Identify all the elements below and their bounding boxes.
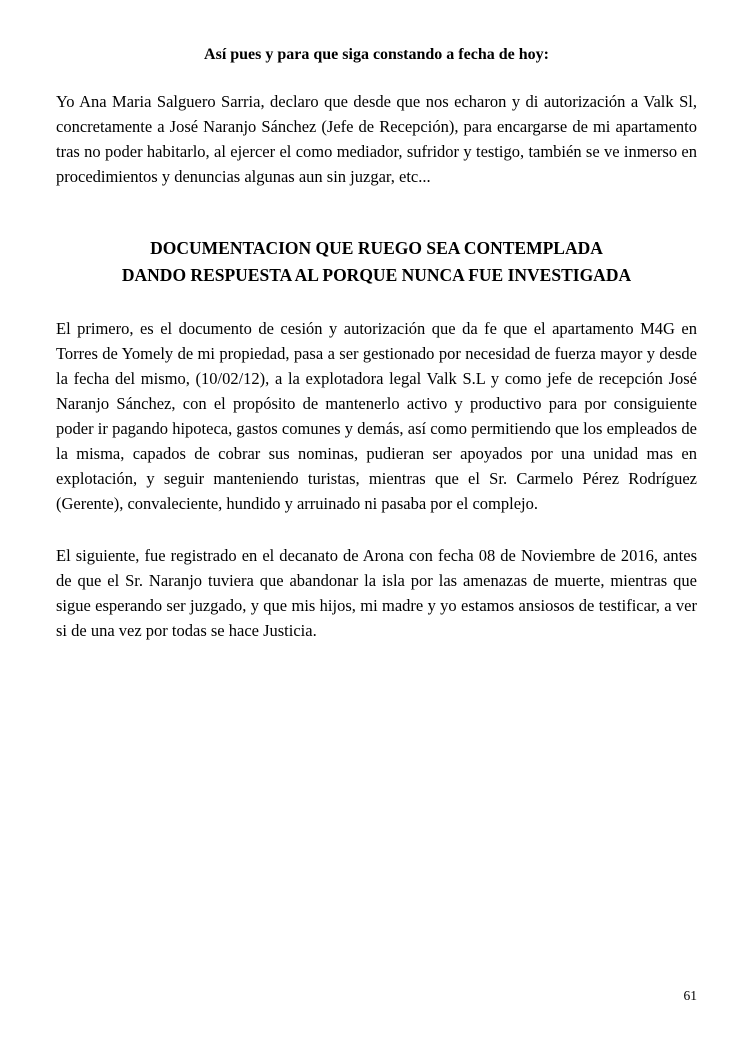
page-number: 61 (683, 988, 697, 1003)
top-heading: Así pues y para que siga constando a fecha de hoy: (204, 46, 549, 63)
paragraph-first-document: El primero, es el documento de cesión y autorización que da fe que el apartamento M4G en Torres de Yomely de mi propiedad, pasa a ser gestionado por necesidad de fuerza mayor y desde la fecha del mismo, (10/02/12), a la explotadora legal Valk S.L y como jefe de recepción José Naranjo Sánchez, con el propósito de mantenerlo activo y productivo para por consiguiente poder ir pagando hipoteca, gastos comunes y demás, así como permitiendo que los empleados de la misma, capados de cobrar sus nominas, pudieran ser apoyados por una unidad mas en explotación, y seguir manteniendo turistas, mientras que el Sr. Carmelo Pérez Rodríguez (Gerente), convaleciente, hundido y arruinado ni pasaba por el complejo. (56, 319, 697, 513)
paragraph-declaration: Yo Ana Maria Salguero Sarria, declaro que desde que nos echaron y di autorización a Valk Sl, concretamente a José Naranjo Sánchez (Jefe de Recepción), para encargarse de mi apartamento tras no poder habitarlo, al ejercer el como mediador, sufridor y testigo, también se ve inmerso en procedimientos y denuncias algunas aun sin juzgar, etc... (56, 92, 697, 186)
section-heading-line-1: DOCUMENTACION QUE RUEGO SEA CONTEMPLADA (150, 238, 603, 258)
paragraph-second-document: El siguiente, fue registrado en el decanato de Arona con fecha 08 de Noviembre de 2016, antes de que el Sr. Naranjo tuviera que abandonar la isla por las amenazas de muerte, mientras que sigue esperando ser juzgado, y que mis hijos, mi madre y yo estamos ansiosos de testificar, a ver si de una vez por todas se hace Justicia. (56, 546, 697, 640)
section-heading-line-2: DANDO RESPUESTA AL PORQUE NUNCA FUE INVESTIGADA (121, 265, 632, 285)
section-heading (56, 235, 697, 289)
